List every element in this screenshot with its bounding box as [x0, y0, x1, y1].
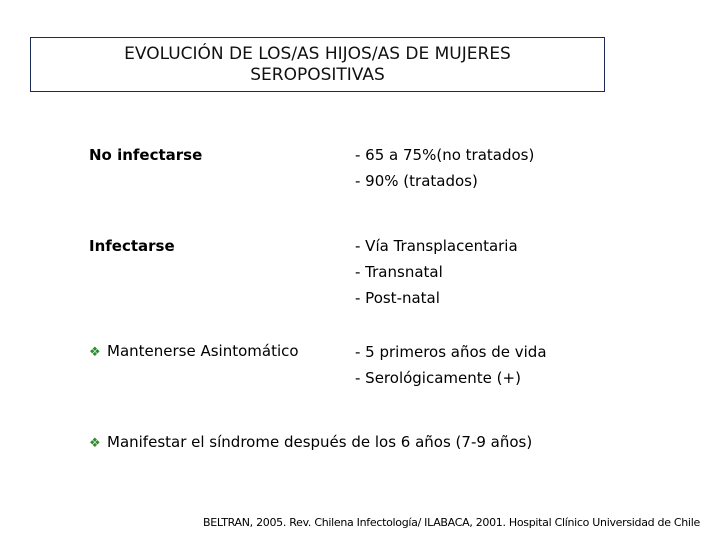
row-item: - Post-natal [355, 289, 440, 307]
row-label-asintomatico [89, 342, 299, 360]
row-item: - Transnatal [355, 263, 443, 281]
row-item: - 5 primeros años de vida [355, 343, 547, 361]
title-box [30, 37, 605, 92]
row-item: - 65 a 75%(no tratados) [355, 146, 535, 164]
row-label-infectarse: Infectarse [89, 237, 175, 255]
citation: BELTRAN, 2005. Rev. Chilena Infectología/ ILABACA, 2001. Hospital Clínico Universidad de Chile [203, 516, 700, 529]
title-line-2: SEROPOSITIVAS [250, 64, 385, 85]
diamond-bullet-icon: ❖ [89, 345, 101, 360]
bullet-line-text: Manifestar el síndrome después de los 6 años (7-9 años) [107, 433, 533, 451]
diamond-bullet-icon: ❖ [89, 436, 101, 451]
row-item: - Vía Transplacentaria [355, 237, 518, 255]
row-item: - Serológicamente (+) [355, 369, 521, 387]
title-line-1: EVOLUCIÓN DE LOS/AS HIJOS/AS DE MUJERES [124, 43, 511, 64]
row-label-no-infectarse: No infectarse [89, 146, 203, 164]
bullet-line [89, 433, 532, 451]
row-item: - 90% (tratados) [355, 172, 478, 190]
row-label-text: Mantenerse Asintomático [107, 342, 299, 360]
